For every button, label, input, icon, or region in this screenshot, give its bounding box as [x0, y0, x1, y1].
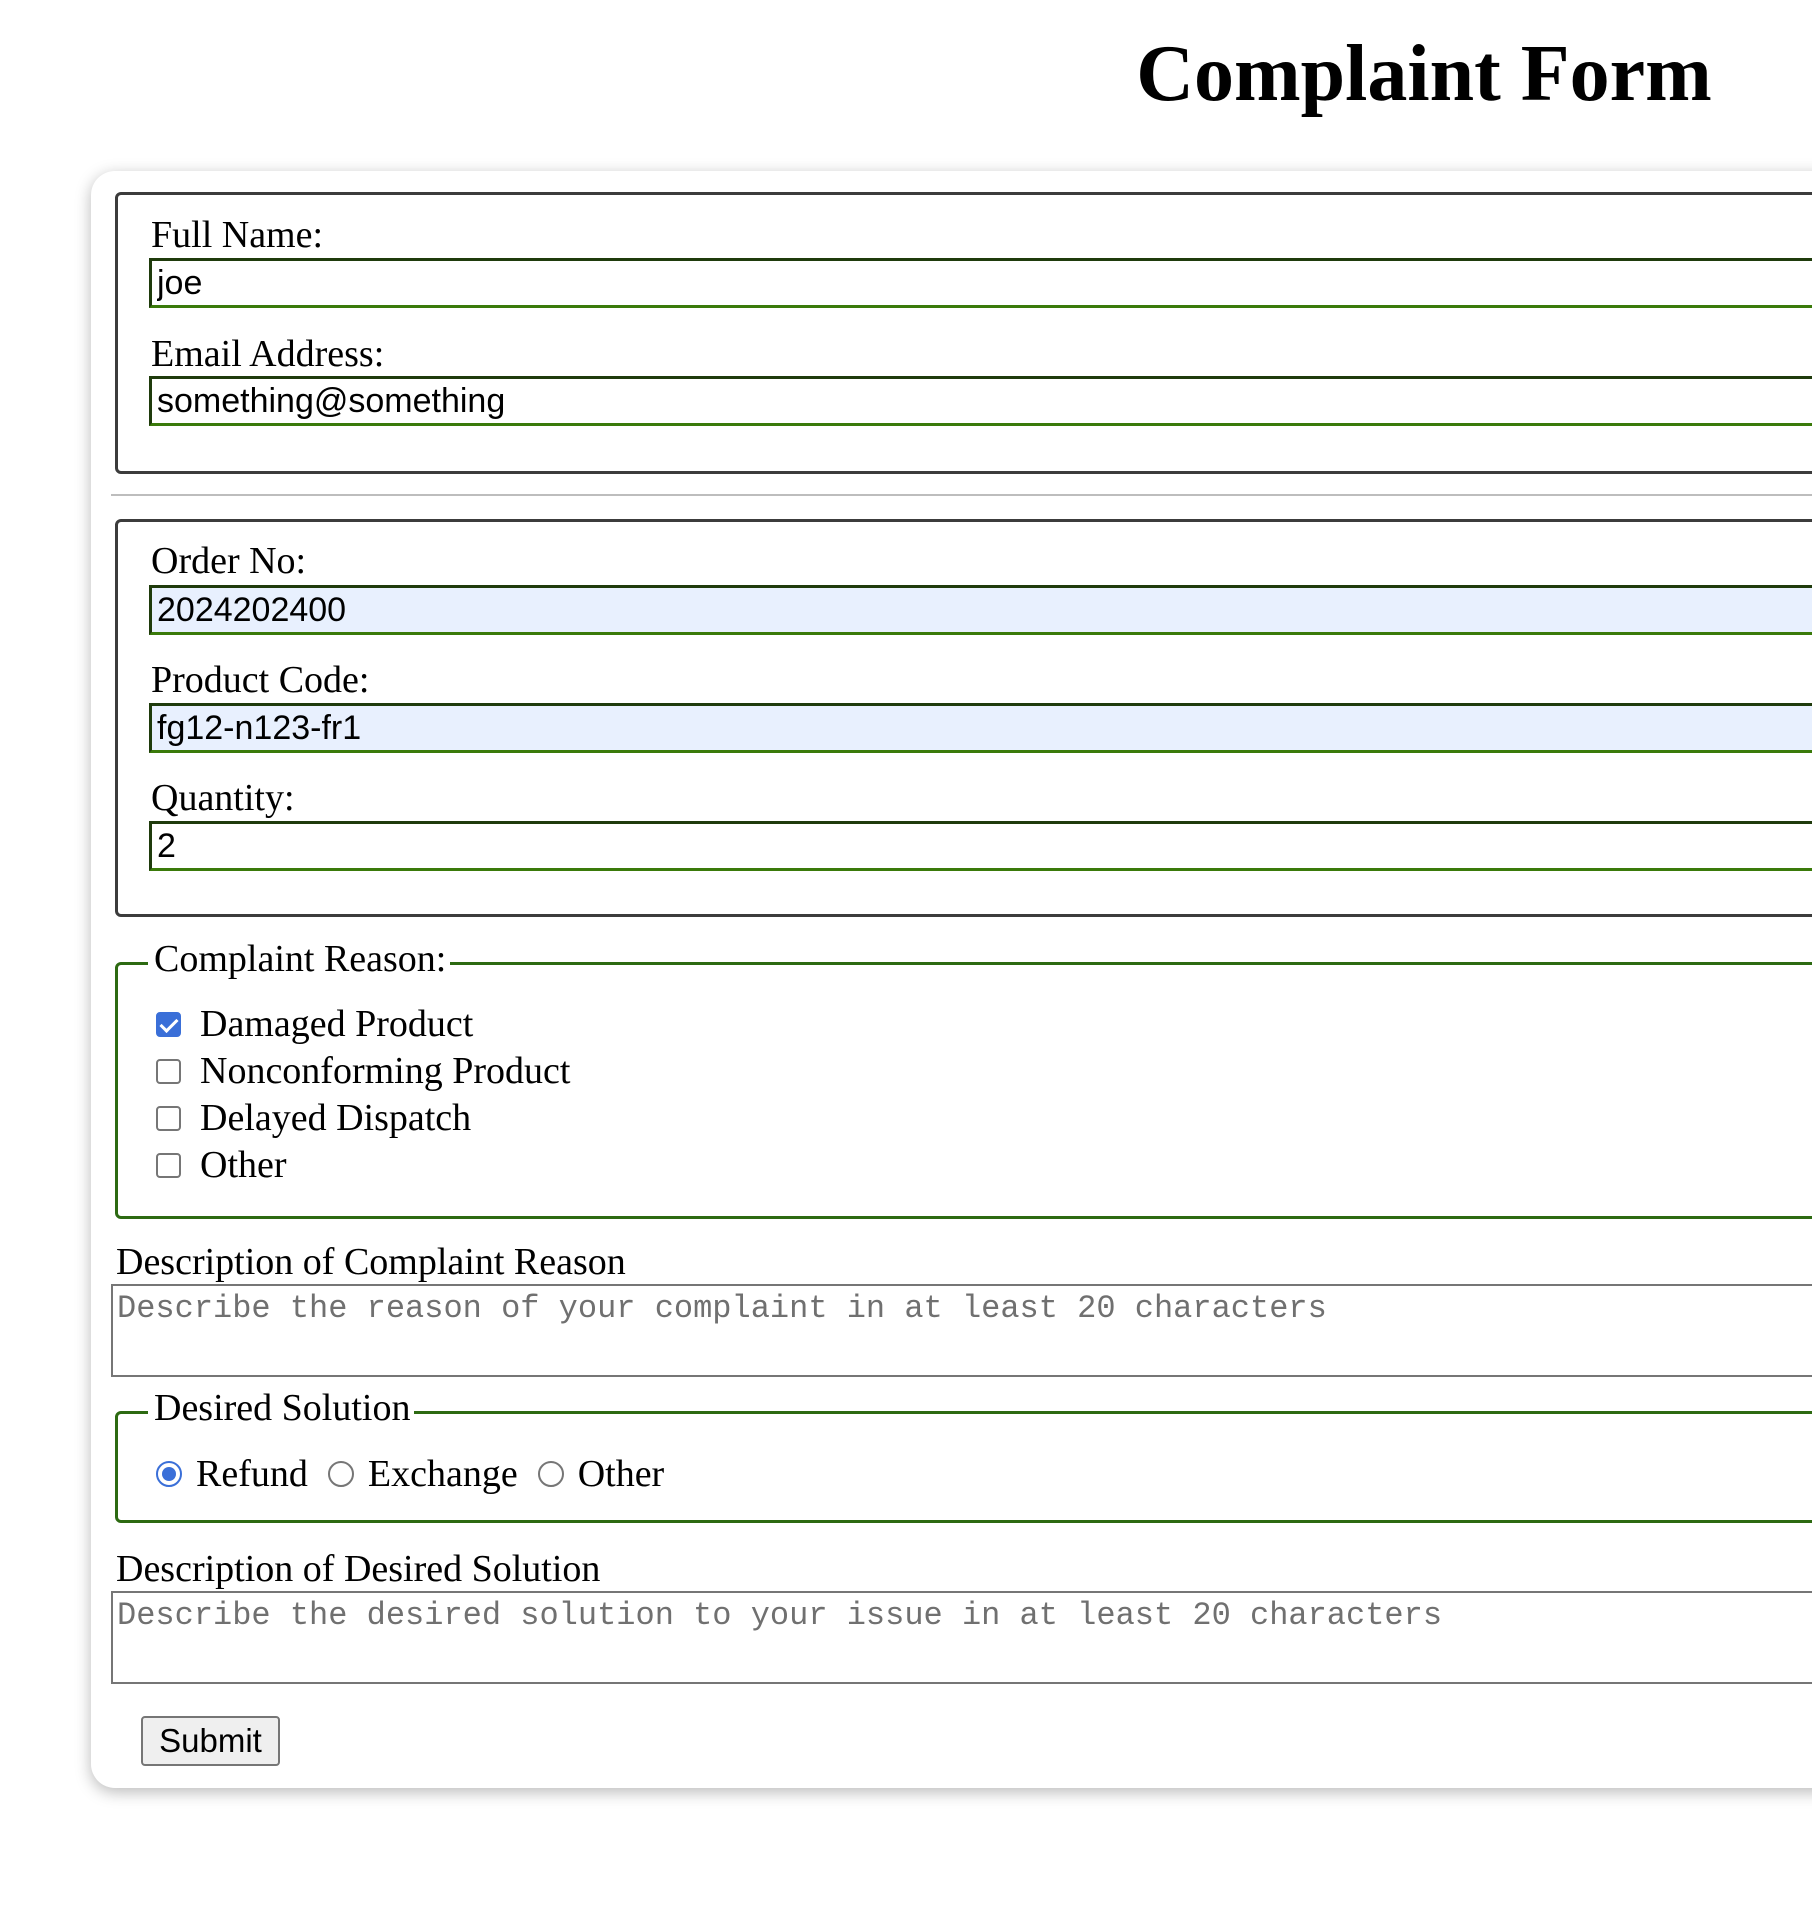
complaint-form [91, 171, 1812, 1788]
email-label: Email Address: [151, 333, 385, 375]
delayed-dispatch-checkbox[interactable] [156, 1106, 181, 1131]
reason-other-label[interactable]: Other [200, 1144, 287, 1186]
exchange-label[interactable]: Exchange [367, 1453, 518, 1495]
refund-radio[interactable] [156, 1461, 182, 1487]
full-name-label: Full Name: [151, 214, 324, 256]
nonconforming-product-checkbox[interactable] [156, 1059, 181, 1084]
complaint-reason-fieldset [115, 938, 1812, 1219]
order-no-input[interactable] [149, 585, 1812, 635]
exchange-radio[interactable] [328, 1461, 354, 1487]
full-name-input[interactable] [149, 258, 1812, 308]
reason-option-delayed-dispatch[interactable] [156, 1096, 471, 1140]
solution-other-radio[interactable] [538, 1461, 564, 1487]
personal-info-group [115, 192, 1812, 474]
order-info-group [115, 519, 1812, 917]
damaged-product-label[interactable]: Damaged Product [200, 1003, 474, 1045]
page-title: Complaint Form [1136, 30, 1712, 118]
section-divider [111, 494, 1812, 496]
reason-other-checkbox[interactable] [156, 1153, 181, 1178]
reason-option-other[interactable] [156, 1143, 287, 1187]
reason-description-label: Description of Complaint Reason [116, 1241, 626, 1283]
product-code-label: Product Code: [151, 659, 370, 701]
quantity-label: Quantity: [151, 777, 295, 819]
desired-solution-legend: Desired Solution [148, 1384, 414, 1432]
solution-other-label[interactable]: Other [577, 1453, 665, 1495]
nonconforming-product-label[interactable]: Nonconforming Product [200, 1050, 571, 1092]
product-code-input[interactable] [149, 703, 1812, 753]
delayed-dispatch-label[interactable]: Delayed Dispatch [200, 1097, 472, 1139]
solution-description-textarea[interactable] [111, 1591, 1812, 1684]
reason-option-nonconforming-product[interactable] [156, 1049, 570, 1093]
reason-description-textarea[interactable] [111, 1284, 1812, 1377]
email-input[interactable] [149, 376, 1812, 426]
desired-solution-fieldset [115, 1387, 1812, 1523]
solution-description-label: Description of Desired Solution [116, 1548, 601, 1590]
complaint-reason-legend: Complaint Reason: [148, 935, 450, 983]
desired-solution-options [156, 1452, 684, 1496]
refund-label[interactable]: Refund [196, 1453, 308, 1495]
quantity-input[interactable] [149, 821, 1812, 871]
order-no-label: Order No: [151, 540, 307, 582]
submit-button[interactable]: Submit [141, 1716, 280, 1766]
reason-option-damaged-product[interactable] [156, 1002, 473, 1046]
damaged-product-checkbox[interactable] [156, 1012, 181, 1037]
